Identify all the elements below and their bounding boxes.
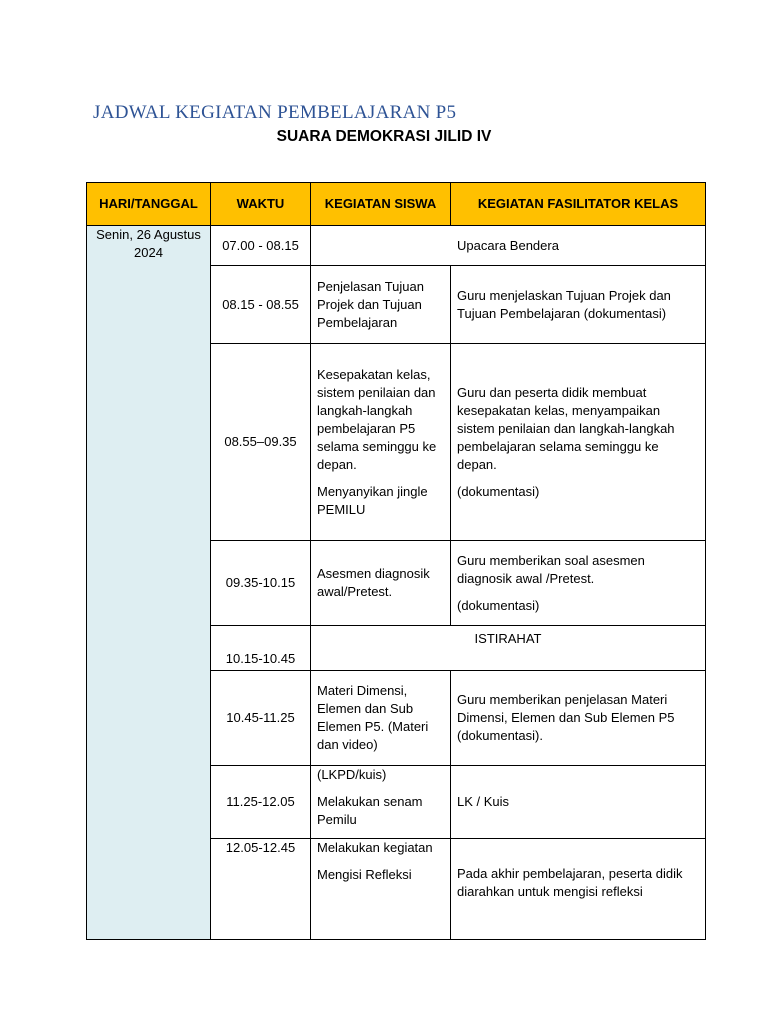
- facilitator-activity-text: Guru menjelaskan Tujuan Projek dan Tujuan Pembelajaran (dokumentasi): [457, 287, 671, 321]
- time-cell: 10.45-11.25: [211, 671, 311, 766]
- student-activity-text: Mengisi Refleksi: [317, 867, 412, 882]
- schedule-table: [86, 182, 706, 940]
- facilitator-activity-text: (dokumentasi): [457, 597, 540, 613]
- column-header-facilitator-activity: KEGIATAN FASILITATOR KELAS: [451, 183, 706, 226]
- facilitator-activity-cell: [451, 839, 706, 940]
- time-cell: 10.15-10.45: [211, 626, 311, 671]
- facilitator-activity-text: LK / Kuis: [457, 794, 510, 809]
- facilitator-activity-text: Pada akhir pembelajaran, peserta didik diarahkan untuk mengisi refleksi: [457, 866, 683, 899]
- facilitator-activity-text: (dokumentasi): [457, 483, 540, 499]
- facilitator-activity-text: Guru memberikan soal asesmen diagnosik awal /Pretest.: [457, 552, 645, 586]
- facilitator-activity-cell: [451, 266, 706, 344]
- student-activity-cell: [311, 266, 451, 344]
- column-header-student-activity: KEGIATAN SISWA: [311, 183, 451, 226]
- student-activity-text: Asesmen diagnosik awal/Pretest.: [317, 566, 430, 599]
- facilitator-activity-cell: [451, 766, 706, 839]
- document-title: JADWAL KEGIATAN PEMBELAJARAN P5: [93, 102, 457, 123]
- student-activity-text: Materi Dimensi, Elemen dan Sub Elemen P5. (Materi dan video): [317, 683, 429, 752]
- student-activity-text: Kesepakatan kelas, sistem penilaian dan langkah-langkah pembelajaran P5 selama seminggu ke depan.: [317, 366, 437, 472]
- student-activity-text: Melakukan kegiatan: [317, 840, 433, 855]
- facilitator-activity-cell: [451, 541, 706, 626]
- facilitator-activity-cell: [451, 344, 706, 541]
- combined-activity-cell: ISTIRAHAT: [311, 626, 706, 671]
- table-header-row: [87, 183, 706, 226]
- student-activity-text: (LKPD/kuis): [317, 767, 387, 782]
- time-cell: 08.15 - 08.55: [211, 266, 311, 344]
- student-activity-cell: [311, 541, 451, 626]
- student-activity-text: Melakukan senam Pemilu: [317, 794, 423, 827]
- column-header-time: WAKTU: [211, 183, 311, 226]
- student-activity-cell: [311, 344, 451, 541]
- table-row: [87, 226, 706, 266]
- student-activity-text: Menyanyikan jingle PEMILU: [317, 483, 428, 517]
- student-activity-cell: [311, 671, 451, 766]
- facilitator-activity-text: Guru memberikan penjelasan Materi Dimensi, Elemen dan Sub Elemen P5 (dokumentasi).: [457, 692, 675, 743]
- column-header-day: HARI/TANGGAL: [87, 183, 211, 226]
- student-activity-text: Penjelasan Tujuan Projek dan Tujuan Pembelajaran: [317, 278, 424, 330]
- time-cell: 08.55–09.35: [211, 344, 311, 541]
- combined-activity-cell: Upacara Bendera: [311, 226, 706, 266]
- facilitator-activity-text: Guru dan peserta didik membuat kesepakatan kelas, menyampaikan sistem penilaian dan langkah-langkah pembelajaran selama seminggu ke depan.: [457, 384, 675, 472]
- document-subtitle: SUARA DEMOKRASI JILID IV: [276, 128, 492, 145]
- time-cell: 12.05-12.45: [211, 839, 311, 940]
- day-cell: Senin, 26 Agustus 2024: [87, 226, 211, 940]
- time-cell: 07.00 - 08.15: [211, 226, 311, 266]
- facilitator-activity-cell: [451, 671, 706, 766]
- time-cell: 11.25-12.05: [211, 766, 311, 839]
- student-activity-cell: [311, 839, 451, 940]
- time-cell: 09.35-10.15: [211, 541, 311, 626]
- student-activity-cell: [311, 766, 451, 839]
